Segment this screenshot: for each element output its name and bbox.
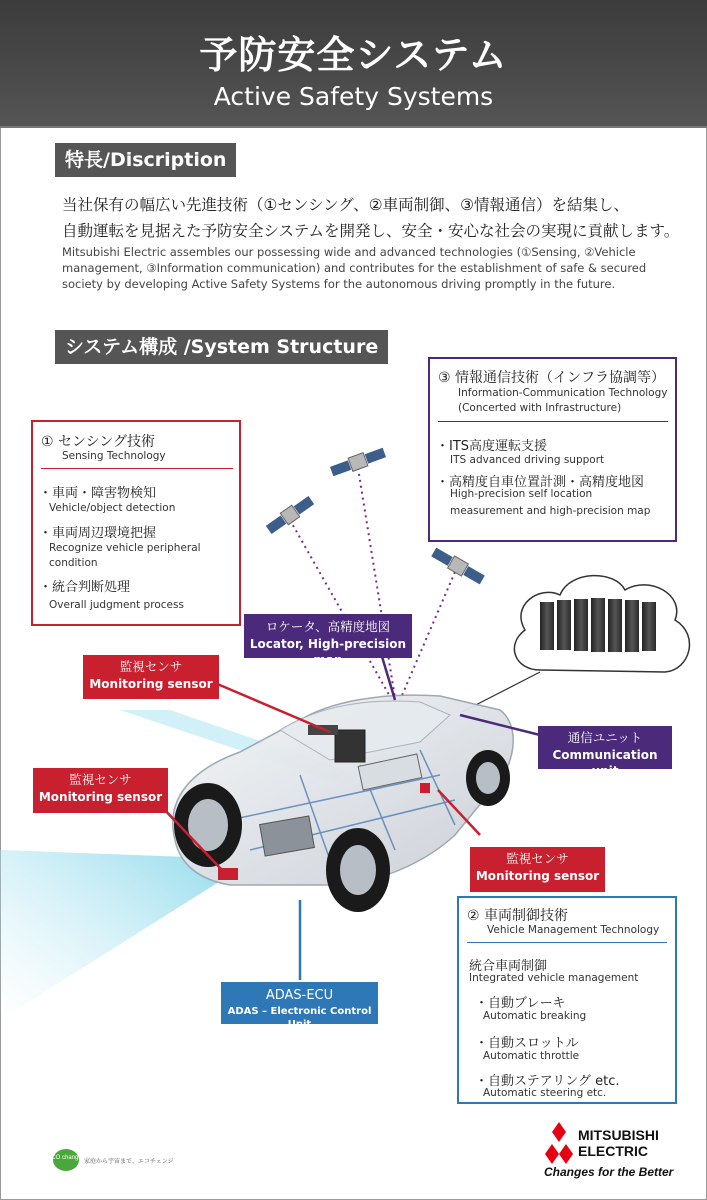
vehicle-item-2-en: Automatic throttle — [483, 1050, 580, 1062]
communication-unit-tag — [538, 726, 672, 779]
sensing-item-3-jp: ・統合判断処理 — [39, 580, 131, 595]
monitor-top-leader — [215, 683, 330, 732]
info-item-2-en: High-precision self location — [450, 488, 593, 500]
info-divider — [438, 421, 668, 422]
mitsubishi-electric-logo — [544, 1122, 694, 1184]
satellite-icon — [329, 446, 386, 478]
locator-tag-en: Locator, High-precision map — [249, 636, 407, 668]
sensor-beam — [0, 850, 230, 1020]
monitoring-tag-top-jp: 監視センサ — [119, 659, 183, 674]
sensing-item-3-en: Overall judgment process — [49, 599, 184, 611]
monitoring-sensor-tag-front — [33, 768, 168, 813]
description-section-title: 特長/Discription — [55, 143, 236, 177]
sensing-title-en: Sensing Technology — [62, 450, 166, 462]
info-title-jp: ③ 情報通信技術（インフラ協調等） — [438, 370, 666, 386]
description-en-line2: management, ③Information communication) and contributes for the establishment of safe & secured — [62, 261, 647, 275]
monitoring-sensor-rear — [420, 783, 430, 793]
monitoring-tag-top-en: Monitoring sensor — [89, 676, 213, 691]
brand-slogan: Changes for the Better — [544, 1165, 674, 1179]
locator-tag-jp: ロケータ、高精度地図 — [265, 619, 391, 634]
monitoring-tag-front-jp: 監視センサ — [69, 772, 132, 787]
page-title-jp: 予防安全システム — [199, 33, 508, 77]
sensing-item-2-en2: condition — [49, 557, 98, 569]
server-cloud-icon — [514, 576, 689, 672]
sensing-item-2-jp: ・車両周辺環境把握 — [39, 526, 157, 541]
adas-ecu-tag — [221, 982, 378, 1031]
info-title-en2: (Concerted with Infrastructure) — [458, 402, 622, 414]
satellite-icon — [265, 494, 316, 535]
eco-tagline: 家庭から宇宙まで、エコチェンジ — [84, 1158, 174, 1165]
vehicle-group-jp: 統合車両制御 — [469, 959, 548, 974]
info-item-2-jp: ・高精度自車位置計測・高精度地図 — [436, 475, 645, 490]
vehicle-title-en: Vehicle Management Technology — [487, 924, 660, 936]
info-communication-box — [428, 357, 677, 542]
info-item-1-jp: ・ITS高度運転支援 — [436, 439, 548, 454]
three-diamonds-icon — [545, 1122, 573, 1164]
eco-badge-text: ECO changes — [47, 1155, 85, 1161]
vehicle-item-3-en: Automatic steering etc. — [483, 1087, 607, 1099]
info-item-1-en: ITS advanced driving support — [450, 454, 605, 466]
description-en-line3: society by developing Active Safety Systems for the autonomous driving promptly in the future. — [62, 277, 616, 291]
sensing-item-1-en: Vehicle/object detection — [49, 502, 176, 514]
satellite-icon — [430, 546, 485, 586]
sensing-divider — [41, 468, 233, 469]
page-header — [0, 0, 707, 128]
sensing-technology-box — [31, 420, 241, 626]
brand-line1: MITSUBISHI — [578, 1127, 659, 1143]
page-title-en: Active Safety Systems — [213, 82, 494, 111]
vehicle-item-2-jp: ・自動スロットル — [475, 1036, 579, 1051]
car-illustration — [173, 695, 513, 912]
monitoring-tag-rear-jp: 監視センサ — [506, 851, 569, 866]
vehicle-item-3-jp: ・自動ステアリング etc. — [475, 1074, 620, 1089]
locator-tag — [244, 614, 412, 668]
adas-tag-en: ADAS – Electronic Control Unit — [227, 1005, 372, 1031]
monitoring-sensor-tag-rear — [470, 847, 605, 892]
adas-tag-jp: ADAS-ECU — [265, 988, 334, 1003]
sensing-title-jp: ① センシング技術 — [41, 434, 156, 450]
vehicle-group-en: Integrated vehicle management — [469, 972, 639, 984]
sensing-item-1-jp: ・車両・障害物検知 — [39, 486, 157, 501]
vehicle-item-1-jp: ・自動ブレーキ — [475, 996, 566, 1011]
vehicle-title-jp: ② 車両制御技術 — [467, 908, 569, 924]
vehicle-management-box — [457, 896, 677, 1104]
vehicle-item-1-en: Automatic breaking — [483, 1010, 587, 1022]
eco-changes-icon — [47, 1148, 85, 1172]
comm-tag-en: Communication unit — [552, 747, 658, 779]
monitoring-tag-front-en: Monitoring sensor — [38, 789, 163, 804]
info-title-en: Information-Communication Technology — [458, 387, 668, 399]
brand-line2: ELECTRIC — [578, 1143, 648, 1159]
comm-tag-jp: 通信ユニット — [567, 730, 643, 745]
info-item-2-en2: measurement and high-precision map — [450, 505, 651, 517]
sensing-item-2-en: Recognize vehicle peripheral — [49, 542, 201, 554]
vehicle-divider — [467, 942, 667, 943]
description-jp-line2: 自動運転を見据えた予防安全システムを開発し、安全・安心な社会の実現に貢献します。 — [62, 222, 680, 240]
monitoring-sensor-tag-top — [83, 655, 219, 699]
description-jp-line1: 当社保有の幅広い先進技術（①センシング、②車両制御、③情報通信）を結集し、 — [62, 196, 629, 214]
description-en-line1: Mitsubishi Electric assembles our possessing wide and advanced technologies (①Sensing, ②Vehicle — [62, 245, 636, 259]
structure-section-title: システム構成 /System Structure — [55, 330, 388, 364]
monitoring-tag-rear-en: Monitoring sensor — [475, 868, 600, 883]
